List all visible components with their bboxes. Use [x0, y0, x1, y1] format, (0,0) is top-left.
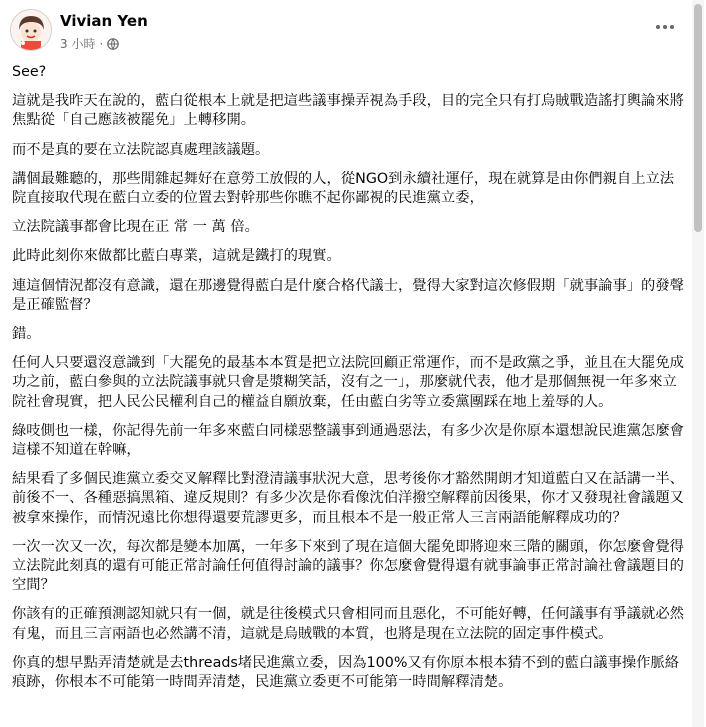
more-dot-icon [656, 25, 660, 29]
more-dot-icon [670, 25, 674, 29]
post-paragraph: 這就是我昨天在說的，藍白從根本上就是把這些議事操弄視為手段，目的完全只有打烏賊戰造謠打輿論來將焦點從「自己應該被罷免」上轉移開。 [12, 93, 684, 129]
scrollbar-thumb[interactable] [694, 4, 702, 232]
post-paragraph: 結果看了多個民進黨立委交叉解釋比對澄清議事狀況大意，思考後你才豁然開朗才知道藍白又在話講一半、前後不一、各種惡搞黑箱、違反規則？有多少次是你看像沈伯洋撥空解釋前因後果，你才又發現社會議題又被拿來操作，而情況遠比你想得還要荒謬更多，而且根本不是一般正常人三言兩語能解釋成功的？ [12, 471, 684, 526]
more-options-button[interactable] [650, 15, 680, 39]
post-paragraph: 你真的想早點弄清楚就是去threads堵民進黨立委，因為100%又有你原本根本猜不到的藍白議事操作脈絡痕跡，你根本不可能第一時間弄清楚，民進黨立委更不可能第一時間解釋清楚。 [12, 654, 680, 691]
post-paragraph: 講個最難聽的，那些閒雜起舞好在意勞工放假的人，從NGO到永續社運仔，現在就算是由你們親自上立法院直接取代現在藍白立委的位置去對幹那些你瞧不起你鄙視的民進黨立委， [12, 170, 675, 207]
author-name[interactable]: Vivian Yen [60, 12, 148, 30]
post-paragraph: See? [12, 64, 47, 80]
post-paragraph: 一次一次又一次，每次都是變本加厲，一年多下來到了現在這個大罷免即將迎來三階的關頭，你怎麼會覺得立法院此刻真的還有可能正常討論任何值得討論的議事？你怎麼會覺得還有就事論事正常討論社會議題目的空間？ [12, 538, 684, 594]
post-paragraph: 連這個情況都沒有意識，還在那邊覺得藍白是什麼合格代議士，覺得大家對這次修假期「就事論事」的發聲是正確監督？ [12, 277, 684, 313]
post-paragraph: 你該有的正確預測認知就只有一個，就是往後模式只會相同而且惡化，不可能好轉，任何議事有爭議就必然有鬼，而且三言兩語也必然講不清，這就是烏賊戰的本質，也將是現在立法院的固定事件模式。 [12, 606, 684, 642]
more-dot-icon [663, 25, 667, 29]
post-paragraph: 立法院議事都會比現在正 常 一 萬 倍。 [12, 219, 259, 236]
scrollbar[interactable] [692, 0, 704, 727]
avatar[interactable] [10, 9, 52, 51]
post-paragraph: 綠吱側也一樣，你記得先前一年多來藍白同樣惡整議事到通過惡法，有多少次是你原本還想說民進黨怎麼會這樣不知道在幹嘛， [12, 422, 684, 459]
post-header [10, 7, 680, 57]
post-paragraph: 錯。 [12, 326, 41, 343]
meta-separator: · [99, 36, 104, 51]
post-meta [60, 35, 119, 52]
avatar-illustration [11, 10, 51, 50]
post-paragraph: 任何人只要還沒意識到「大罷免的最基本本質是把立法院回顧正常運作，而不是政黨之爭，並且在大罷免成功之前，藍白參與的立法院議事就只會是漿糊笑話，沒有之一」，那麼就代表，他才是那個無視一年多來立院社會現實，把人民公民權利自己的權益自願放棄，任由藍白劣等立委黨團踩在地上羞辱的人。 [12, 355, 684, 410]
post-content [12, 63, 688, 702]
post-paragraph: 此時此刻你來做都比藍白專業，這就是鐵打的現實。 [12, 248, 341, 265]
post-paragraph: 而不是真的要在立法院認真處理該議題。 [12, 141, 270, 158]
post-time[interactable]: 3 小時 [60, 37, 96, 51]
globe-icon [107, 38, 119, 50]
